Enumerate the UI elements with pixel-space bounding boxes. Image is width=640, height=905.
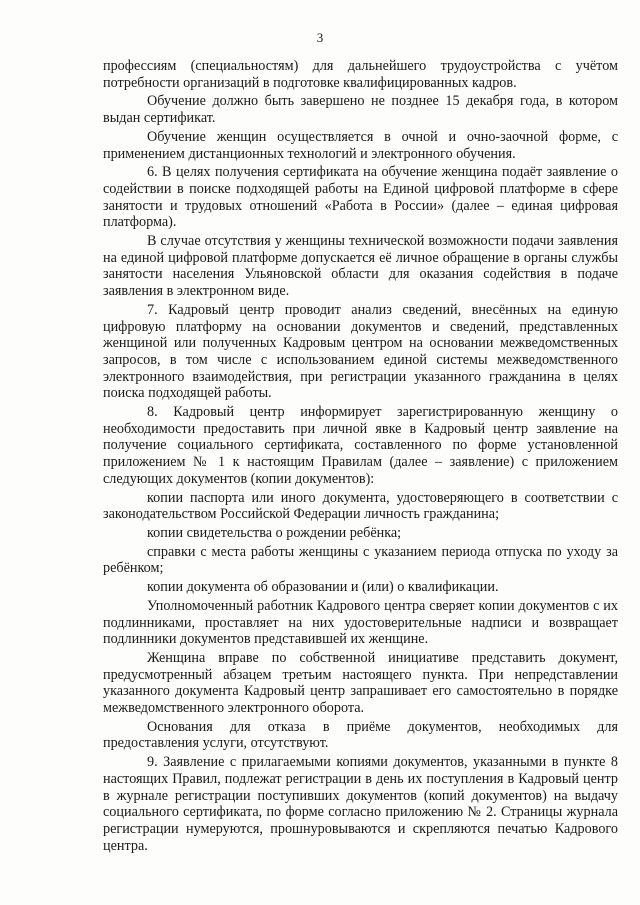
paragraph: копии свидетельства о рождении ребёнка;	[147, 524, 402, 541]
paragraph: Женщина вправе по собственной инициативе представить документ, предусмотренный абзацем третьим настоящего пункта. При непредставлении указанного документа Кадровый центр запрашивает его самостоятельно в порядке межведомственного электронного оборота.	[103, 649, 618, 717]
paragraph: Уполномоченный работник Кадрового центра сверяет копии документов с их подлинниками, проставляет на них удостоверительные надписи и возвращает подлинники документов представившей их женщине.	[103, 597, 618, 648]
paragraph: профессиям (специальностям) для дальнейшего трудоустройства с учётом потребности организаций в подготовке квалифицированных кадров.	[103, 58, 618, 91]
paragraph: справки с места работы женщины с указанием периода отпуска по уходу за ребёнком;	[103, 543, 618, 577]
paragraph: 8. Кадровый центр информирует зарегистрированную женщину о необходимости предоставить при личной явке в Кадровый центр заявление на получение социального сертификата, составленного по форме установленной приложением № 1 к настоящим Правилам (далее – заявление) с приложением следующих документов (копии документов):	[103, 404, 618, 487]
document-body	[103, 58, 618, 856]
paragraph: В случае отсутствия у женщины технической возможности подачи заявления на единой цифровой платформе допускается её личное обращение в органы службы занятости населения Ульяновской области для оказания содействия в подаче заявления в электронном виде.	[103, 233, 618, 300]
paragraph: Основания для отказа в приёме документов, необходимых для предоставления услуги, отсутствуют.	[103, 718, 618, 752]
paragraph: 6. В целях получения сертификата на обучение женщина подаёт заявление о содействии в поиске подходящей работы на Единой цифровой платформе в сфере занятости и трудовых отношений «Работа в России» (далее – единая цифровая платформа).	[103, 164, 618, 231]
paragraph: Обучение должно быть завершено не позднее 15 декабря года, в котором выдан сертификат.	[103, 93, 618, 127]
page-number: 3	[316, 30, 324, 45]
paragraph: 9. Заявление с прилагаемыми копиями документов, указанными в пункте 8 настоящих Правил, подлежат регистрации в день их поступления в Кадровый центр в журнале регистрации поступивших документов (копий документов) на выдачу социального сертификата, по форме согласно приложению № 2. Страницы журнала регистрации нумеруются, прошнуровываются и скрепляются печатью Кадрового центра.	[103, 754, 618, 854]
paragraph: копии документа об образовании и (или) о квалификации.	[147, 579, 499, 596]
paragraph: копии паспорта или иного документа, удостоверяющего в соответствии с законодательством Российской Федерации личность гражданина;	[103, 489, 618, 523]
paragraph: Обучение женщин осуществляется в очной и очно-заочной форме, с применением дистанционных технологий и электронного обучения.	[103, 128, 618, 162]
paragraph: 7. Кадровый центр проводит анализ сведений, внесённых на единую цифровую платформу на основании документов и сведений, представленных женщиной или полученных Кадровым центром на основании межведомственных запросов, в том числе с использованием единой системы межведомственного электронного взаимодействия, при регистрации указанного гражданина в целях поиска подходящей работы.	[103, 301, 618, 402]
